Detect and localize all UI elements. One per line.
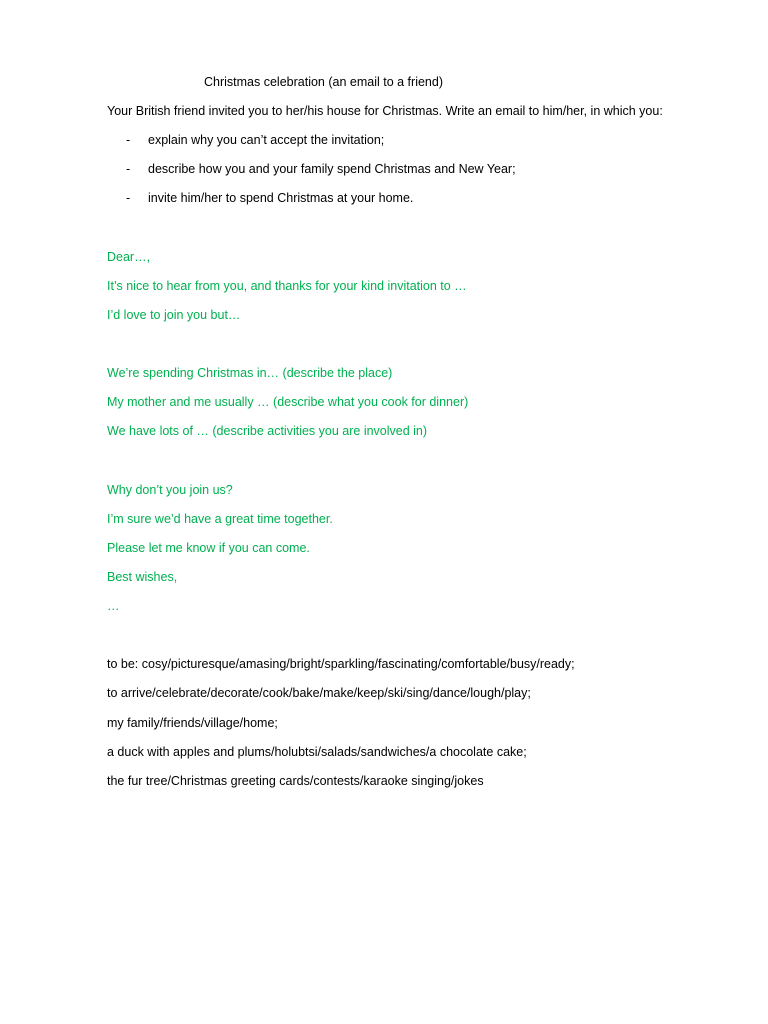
email-line: We have lots of … (describe activities you are involved in) — [107, 424, 428, 438]
email-line: We’re spending Christmas in… (describe the place) — [107, 366, 393, 380]
email-signature: … — [107, 599, 120, 613]
bullet-text: describe how you and your family spend Christmas and New Year; — [148, 162, 516, 176]
email-signoff: Best wishes, — [107, 570, 178, 584]
bullet-item — [126, 190, 413, 206]
document-title: Christmas celebration (an email to a friend) — [204, 75, 443, 89]
bullet-marker: - — [126, 133, 131, 147]
vocabulary-line: to arrive/celebrate/decorate/cook/bake/make/keep/ski/sing/dance/lough/play; — [107, 686, 531, 700]
bullet-item — [126, 132, 384, 148]
vocabulary-line: a duck with apples and plums/holubtsi/salads/sandwiches/a chocolate cake; — [107, 745, 527, 759]
email-line: Please let me know if you can come. — [107, 541, 310, 555]
bullet-marker: - — [126, 162, 131, 176]
email-line: I’m sure we’d have a great time together. — [107, 512, 333, 526]
email-line: My mother and me usually … (describe what you cook for dinner) — [107, 395, 469, 409]
email-line: Why don’t you join us? — [107, 483, 233, 497]
email-line: I’d love to join you but… — [107, 308, 241, 322]
vocabulary-line: to be: cosy/picturesque/amasing/bright/sparkling/fascinating/comfortable/busy/ready; — [107, 657, 575, 671]
bullet-marker: - — [126, 191, 131, 205]
bullet-item — [126, 161, 516, 177]
vocabulary-line: my family/friends/village/home; — [107, 716, 278, 730]
email-line: It’s nice to hear from you, and thanks for your kind invitation to … — [107, 279, 467, 293]
bullet-text: invite him/her to spend Christmas at your home. — [148, 191, 414, 205]
email-greeting: Dear…, — [107, 250, 151, 264]
task-instructions: Your British friend invited you to her/his house for Christmas. Write an email to him/her, in which you: — [107, 104, 663, 118]
bullet-text: explain why you can’t accept the invitation; — [148, 133, 385, 147]
vocabulary-line: the fur tree/Christmas greeting cards/contests/karaoke singing/jokes — [107, 774, 484, 788]
